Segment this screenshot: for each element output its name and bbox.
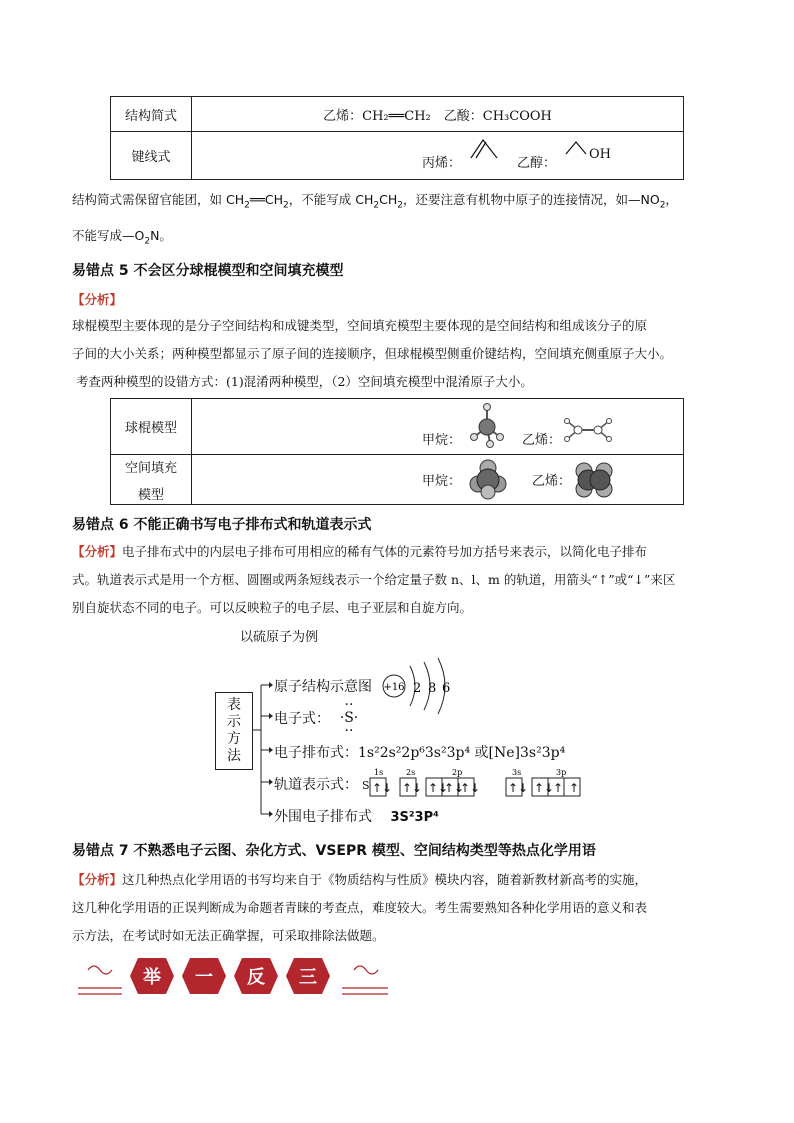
section-heading: 易错点 7 不熟悉电子云图、杂化方式、VSEPR 模型、空间结构类型等热点化学用语: [72, 843, 596, 859]
diagram-bracket-lines: [253, 680, 273, 822]
analysis-text: 球棍模型主要体现的是分子空间结构和成键类型，空间填充模型主要体现的是空间结构和组成该分子的原 子间的大小关系；两种模型都显示了原子间的连接顺序，但球棍模型侧重价键结构，空间填充侧重原子大小。 考查两种模型的设错方式：(1)混淆两种模型，（2）空间填充模型中混淆原子大小。: [72, 318, 673, 389]
svg-text:反: 反: [247, 967, 265, 988]
svg-text:3s: 3s: [512, 768, 522, 777]
analysis-text: 【分析】电子排布式中的内层电子排布可用相应的稀有气体的元素符号加方括号来表示，以简化电子排布 式。轨道表示式是用一个方框、圆圈或两条短线表示一个给定量子数 n、l、m 的轨道，用箭头“↑”或“↓”来区 别自旋状态不同的电子。可以反映粒子的电子层、电子亚层和自旋方向。: [72, 544, 676, 615]
item-atomic-structure: 原子结构示意图: [274, 679, 372, 695]
ethene-space-filling-icon: [572, 460, 616, 500]
ethene-label: 乙烯：: [522, 433, 562, 448]
item-orbital-diagram: 轨道表示式： S: [274, 777, 370, 793]
svg-text:2: 2: [413, 681, 422, 696]
svg-text:举: 举: [143, 967, 161, 988]
method-label-box: 表 示 方 法: [215, 692, 253, 770]
row-label: 球棍模型: [111, 399, 192, 455]
propene-skeletal-icon: [469, 134, 501, 162]
svg-text:↑: ↑: [553, 781, 564, 795]
formula-cell: 乙烯：CH₂══CH₂ 乙酸：CH₃COOH: [192, 97, 684, 132]
section-heading: 易错点 5 不会区分球棍模型和空间填充模型: [72, 263, 344, 279]
sulfur-atom-diagram-icon: [378, 656, 460, 716]
ethene-label: 乙烯：: [532, 474, 572, 489]
row-label: 键线式: [111, 132, 192, 180]
sulfur-electron-dot-icon: ·· ·S· ··: [339, 697, 359, 739]
oh-label: OH: [589, 147, 611, 162]
svg-text:↑↓: ↑↓: [428, 781, 449, 795]
banner-decoration: [78, 948, 388, 1006]
svg-text:6: 6: [442, 681, 451, 696]
methane-ball-stick-icon: [470, 401, 504, 449]
model-table: [110, 398, 684, 505]
svg-text:↑↓: ↑↓: [534, 781, 555, 795]
diagram-caption: 以硫原子为例: [240, 630, 319, 645]
svg-text:2s: 2s: [406, 768, 416, 777]
note-line-2: 不能写成$—O_2N$。: [72, 228, 172, 247]
svg-text:8: 8: [428, 681, 437, 696]
svg-text:2p: 2p: [452, 768, 463, 777]
svg-text:↑↓: ↑↓: [372, 781, 393, 795]
row-label: 结构简式: [111, 97, 192, 132]
svg-text:↑↓: ↑↓: [444, 781, 465, 795]
methane-space-filling-icon: [468, 458, 508, 500]
orbital-boxes: [368, 767, 584, 799]
svg-text:↑↓: ↑↓: [460, 781, 481, 795]
analysis-label: 【分析】: [72, 292, 123, 307]
analysis-text: 【分析】这几种热点化学用语的书写均来自于《物质结构与性质》模块内容，随着新教材新高考的实施， 这几种化学用语的正误判断成为命题者青睐的考查点，难度较大。考生需要熟知各种化学用语的意义和表 示方法，在考试时如无法正确掌握，可采取排除法做题。: [72, 872, 648, 943]
svg-text:↑↓: ↑↓: [508, 781, 529, 795]
methane-label: 甲烷：: [422, 433, 462, 448]
propene-label: 丙烯：: [422, 156, 462, 171]
note-line-1: 结构简式需保留官能团，如 $CH_2══CH_2$，不能写成 $CH_2CH_2$，还要注意有机物中原子的连接情况，如$—NO_2$，: [72, 192, 678, 211]
svg-text:三: 三: [299, 967, 317, 988]
svg-text:一: 一: [195, 967, 213, 988]
row-label: 空间填充 模型: [111, 455, 192, 505]
item-electron-config: 电子排布式：1s²2s²2p⁶3s²3p⁴ 或[Ne]3s²3p⁴: [274, 745, 566, 761]
skeletal-cell: [192, 132, 684, 180]
ethene-ball-stick-icon: [562, 415, 614, 445]
ball-stick-cell: [192, 399, 684, 455]
svg-text:↑↓: ↑↓: [402, 781, 423, 795]
svg-text:3p: 3p: [556, 768, 567, 777]
ethanol-label: 乙醇：: [517, 156, 557, 171]
methane-label: 甲烷：: [422, 474, 462, 489]
svg-text:+16: +16: [383, 682, 405, 693]
structure-table: [110, 96, 684, 180]
ethanol-skeletal-icon: [564, 136, 590, 158]
svg-text:1s: 1s: [374, 768, 384, 777]
section-heading: 易错点 6 不能正确书写电子排布式和轨道表示式: [72, 517, 372, 533]
svg-text:↑: ↑: [569, 781, 580, 795]
item-valence-config: 外围电子排布式 3S²3P⁴: [274, 809, 439, 825]
item-electron-dot: 电子式：: [274, 711, 330, 727]
space-filling-cell: [192, 455, 684, 505]
